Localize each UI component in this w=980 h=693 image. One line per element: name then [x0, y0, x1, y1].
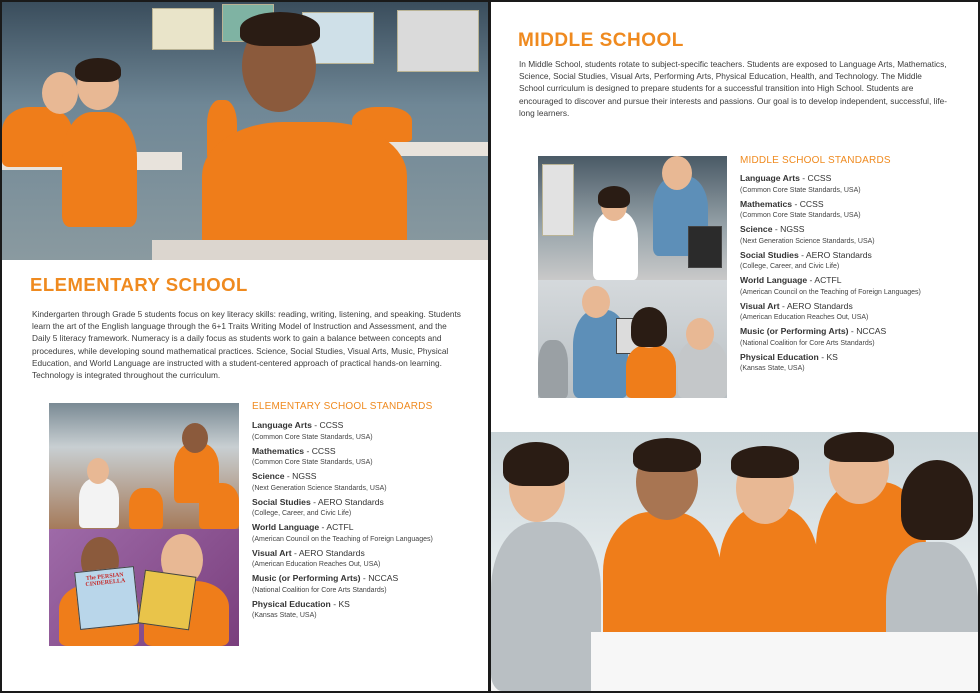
student-hair: [824, 432, 894, 462]
teacher: [582, 286, 610, 318]
student: [129, 488, 163, 529]
standard-subject: Mathematics: [740, 198, 793, 209]
student-hair: [731, 446, 799, 478]
student: [87, 458, 109, 484]
standard-subject: World Language: [740, 275, 808, 285]
student: [79, 478, 119, 528]
whiteboard-paper: [591, 632, 978, 691]
standard-org: (Common Core State Standards, USA): [252, 433, 373, 441]
standard-code: CCSS: [311, 445, 336, 456]
student: [491, 522, 601, 691]
standard-subject: Science: [252, 471, 285, 481]
standard-item: Language Arts - CCSS (Common Core State Standards, USA): [252, 420, 482, 443]
teacher: [662, 156, 692, 190]
student-hair: [631, 307, 667, 347]
standard-subject: Physical Education: [252, 598, 331, 609]
standard-subject: Language Arts: [740, 173, 800, 183]
standard-item: Physical Education - KS (Kansas State, USA): [740, 352, 972, 375]
student: [182, 423, 208, 453]
standard-item: Visual Art - AERO Standards (American Education Reaches Out, USA): [740, 301, 972, 324]
elementary-title: ELEMENTARY SCHOOL: [30, 274, 248, 295]
standard-code: AERO Standards: [805, 249, 872, 260]
standard-item: Music (or Performing Arts) - NCCAS (National Coalition for Core Arts Standards): [740, 326, 972, 349]
standard-subject: Music (or Performing Arts): [252, 573, 361, 583]
elementary-body: Kindergarten through Grade 5 students focus on key literacy skills: reading, writing, listening, and speaking. Students learn the art of the English language through the 6+1 Traits Writing Model of Instruction and Assessment, and the Daily 5 literacy framework. Numeracy is a daily focus as students work to gain a balance between concepts and procedures, while developing sound mathematical practices. Science, Social Studies, Visual Arts, Music, Physical Education, and World Language are instructed with a student-centered approach of practical hands-on learning. Technology is integrated throughout the curriculum.: [32, 309, 461, 381]
standard-item: Physical Education - KS (Kansas State, USA): [252, 599, 482, 622]
smiling-student: [202, 122, 407, 257]
classroom-poster: [152, 8, 214, 50]
picture-book: [74, 566, 140, 630]
middle-school-body: In Middle School, students rotate to subject-specific teachers. Students are exposed to Language Arts, Mathematics, Science, Social Studies, Visual Arts, Performing Arts, Physical Education, Health, and Technology. The Middle School curriculum is designed to prepare students for a successful transition into High School. Students are encouraged to discover and pursue their interests and passions. Our goal is to develop independent, successful, life-long learners.: [519, 59, 948, 118]
standard-org: (American Education Reaches Out, USA): [740, 314, 869, 321]
standard-org: (American Council on the Teaching of Foreign Languages): [252, 535, 433, 543]
student-hair: [633, 438, 701, 472]
middle-school-page: [491, 2, 978, 691]
student-hair: [503, 442, 569, 486]
student: [686, 318, 714, 350]
standard-org: (Next Generation Science Standards, USA): [740, 237, 875, 245]
student-hair: [75, 58, 121, 82]
classroom-table: [152, 240, 488, 260]
standard-code: AERO Standards: [786, 300, 853, 311]
student-hair: [598, 186, 630, 208]
middle-school-title: MIDDLE SCHOOL: [518, 30, 684, 51]
standard-org: (Common Core State Standards, USA): [740, 186, 861, 194]
standard-org: (Common Core State Standards, USA): [740, 212, 861, 219]
student: [593, 211, 638, 280]
standard-item: Science - NGSS (Next Generation Science Standards, USA): [740, 224, 972, 247]
standard-item: Mathematics - CCSS (Common Core State Standards, USA): [252, 446, 482, 469]
standard-code: AERO Standards: [317, 496, 384, 507]
standard-org: (Common Core State Standards, USA): [252, 459, 373, 466]
middle-school-laptop-photo: [538, 156, 727, 280]
standard-item: World Language - ACTFL (American Council on the Teaching of Foreign Languages): [740, 275, 972, 298]
student-hair: [240, 12, 320, 46]
standard-subject: Science: [740, 224, 773, 234]
standard-code: CCSS: [799, 198, 824, 209]
picture-book: [137, 570, 196, 631]
standard-code: CCSS: [807, 173, 832, 183]
student: [538, 340, 568, 398]
standard-code: CCSS: [319, 420, 344, 430]
standard-item: Science - NGSS (Next Generation Science Standards, USA): [252, 471, 482, 494]
student-hair: [901, 460, 973, 540]
standard-subject: Mathematics: [252, 445, 305, 456]
standard-org: (Kansas State, USA): [252, 612, 317, 619]
standard-code: NCCAS: [856, 326, 887, 336]
standard-subject: Music (or Performing Arts): [740, 326, 849, 336]
standard-org: (College, Career, and Civic Life): [252, 510, 352, 517]
standard-org: (Next Generation Science Standards, USA): [252, 484, 387, 492]
standard-org: (Kansas State, USA): [740, 365, 805, 372]
standard-code: NGSS: [292, 471, 317, 481]
standard-subject: Language Arts: [252, 420, 312, 430]
middle-school-standards-heading: MIDDLE SCHOOL STANDARDS: [740, 155, 891, 166]
standard-code: NCCAS: [368, 573, 399, 583]
standard-item: World Language - ACTFL (American Council on the Teaching of Foreign Languages): [252, 522, 482, 545]
standard-code: NGSS: [780, 224, 805, 234]
standard-code: KS: [826, 351, 838, 362]
middle-school-group-photo: [491, 432, 978, 691]
standard-item: Social Studies - AERO Standards (College, Career, and Civic Life): [740, 250, 972, 273]
middle-school-tablet-photo: [538, 280, 727, 398]
elementary-reading-photo: [49, 529, 239, 646]
standard-subject: World Language: [252, 522, 320, 532]
standard-code: ACTFL: [326, 522, 354, 532]
standard-org: (College, Career, and Civic Life): [740, 263, 840, 270]
standard-subject: Social Studies: [740, 249, 799, 260]
standard-subject: Visual Art: [252, 547, 292, 558]
standard-item: Visual Art - AERO Standards (American Education Reaches Out, USA): [252, 548, 482, 571]
student: [42, 72, 78, 114]
elementary-assembly-photo: [49, 403, 239, 529]
standard-code: AERO Standards: [298, 547, 365, 558]
standard-org: (National Coalition for Core Arts Standards): [740, 339, 875, 347]
student: [62, 112, 137, 227]
standard-subject: Social Studies: [252, 496, 311, 507]
elementary-standards-list: [252, 420, 482, 624]
classroom-poster: [542, 164, 574, 236]
whiteboard: [397, 10, 479, 72]
elementary-standards-heading: ELEMENTARY SCHOOL STANDARDS: [252, 401, 433, 412]
standard-code: KS: [338, 598, 350, 609]
elementary-hero-photo: [2, 2, 488, 260]
standard-subject: Visual Art: [740, 300, 780, 311]
elementary-page: [2, 2, 488, 691]
standard-item: Language Arts - CCSS (Common Core State Standards, USA): [740, 173, 972, 196]
standard-item: Mathematics - CCSS (Common Core State Standards, USA): [740, 199, 972, 222]
standard-subject: Physical Education: [740, 351, 819, 362]
student: [626, 345, 676, 398]
standard-item: Social Studies - AERO Standards (College, Career, and Civic Life): [252, 497, 482, 520]
middle-school-standards-list: [740, 173, 972, 377]
standard-org: (National Coalition for Core Arts Standards): [252, 586, 387, 594]
book-title: The PERSIAN CINDERELLA: [85, 572, 126, 589]
standard-code: ACTFL: [814, 275, 842, 285]
standard-org: (American Education Reaches Out, USA): [252, 561, 381, 568]
student: [199, 483, 239, 529]
standard-org: (American Council on the Teaching of Foreign Languages): [740, 288, 921, 296]
standard-item: Music (or Performing Arts) - NCCAS (National Coalition for Core Arts Standards): [252, 573, 482, 596]
laptop: [688, 226, 722, 268]
